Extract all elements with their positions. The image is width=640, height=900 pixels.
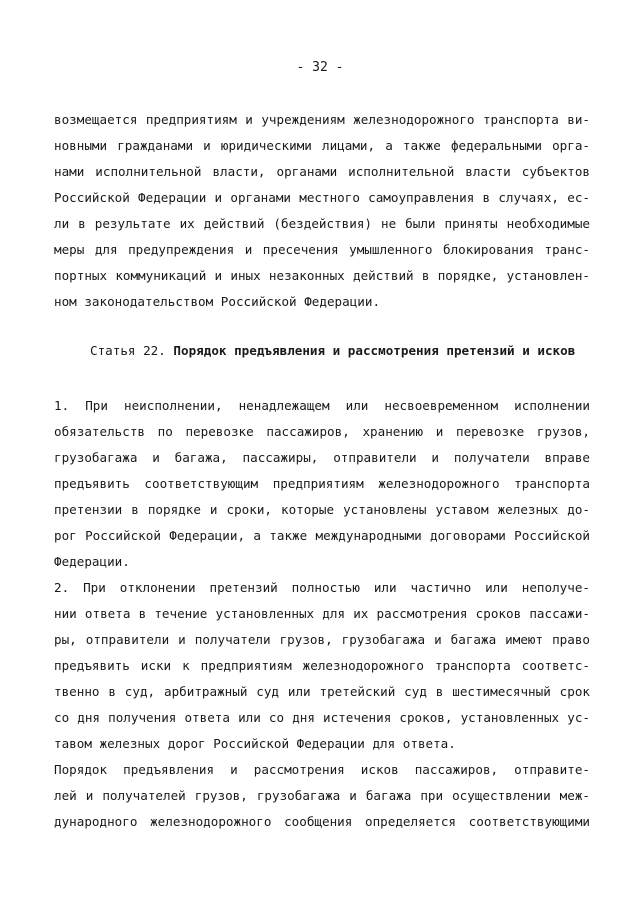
text-line: меры для предупреждения и пресечения умышленного блокирования транс- <box>54 242 590 257</box>
text-line: грузобагажа и багажа, пассажиры, отправители и получатели вправе <box>54 450 590 465</box>
text-line: ли в результате их действий (бездействия) не были приняты необходимые <box>54 216 590 231</box>
text-line: претензии в порядке и сроки, которые установлены уставом железных до- <box>54 502 590 517</box>
text-line: ры, отправители и получатели грузов, грузобагажа и багажа имеют право <box>54 632 590 647</box>
article-number: Статья 22. <box>90 343 166 358</box>
text-line: нами исполнительной власти, органами исполнительной власти субъектов <box>54 164 590 179</box>
text-line: рог Российской Федерации, а также международными договорами Российской <box>54 528 590 543</box>
text-line: 1. При неисполнении, ненадлежащем или несвоевременном исполнении <box>54 398 590 413</box>
text-line: Порядок предъявления и рассмотрения исков пассажиров, отправите- <box>54 762 590 777</box>
text-line: тавом железных дорог Российской Федерации для ответа. <box>54 736 456 751</box>
text-line: предъявить иски к предприятиям железнодорожного транспорта соответс- <box>54 658 590 673</box>
text-line: лей и получателей грузов, грузобагажа и багажа при осуществлении меж- <box>54 788 590 803</box>
text-line: Российской Федерации и органами местного самоуправления в случаях, ес- <box>54 190 590 205</box>
text-line: предъявить соответствующим предприятиям железнодорожного транспорта <box>54 476 590 491</box>
text-line: 2. При отклонении претензий полностью или частично или неполуче- <box>54 580 590 595</box>
text-line: твенно в суд, арбитражный суд или третейский суд в шестимесячный срок <box>54 684 590 699</box>
text-line: Федерации. <box>54 554 130 569</box>
text-line: нии ответа в течение установленных для их рассмотрения сроков пассажи- <box>54 606 590 621</box>
article-heading <box>90 343 575 359</box>
article-title: Порядок предъявления и рассмотрения претензий и исков <box>173 343 576 358</box>
text-line: возмещается предприятиям и учреждениям железнодорожного транспорта ви- <box>54 112 590 127</box>
text-line: дународного железнодорожного сообщения определяется соответствующими <box>54 814 590 829</box>
text-line: обязательств по перевозке пассажиров, хранению и перевозке грузов, <box>54 424 590 439</box>
text-line: со дня получения ответа или со дня истечения сроков, установленных ус- <box>54 710 590 725</box>
text-line: новными гражданами и юридическими лицами, а также федеральными орга- <box>54 138 590 153</box>
text-line: портных коммуникаций и иных незаконных действий в порядке, установлен- <box>54 268 590 283</box>
page-number: - 32 - <box>296 60 344 75</box>
text-line: ном законодательством Российской Федерации. <box>54 294 381 309</box>
